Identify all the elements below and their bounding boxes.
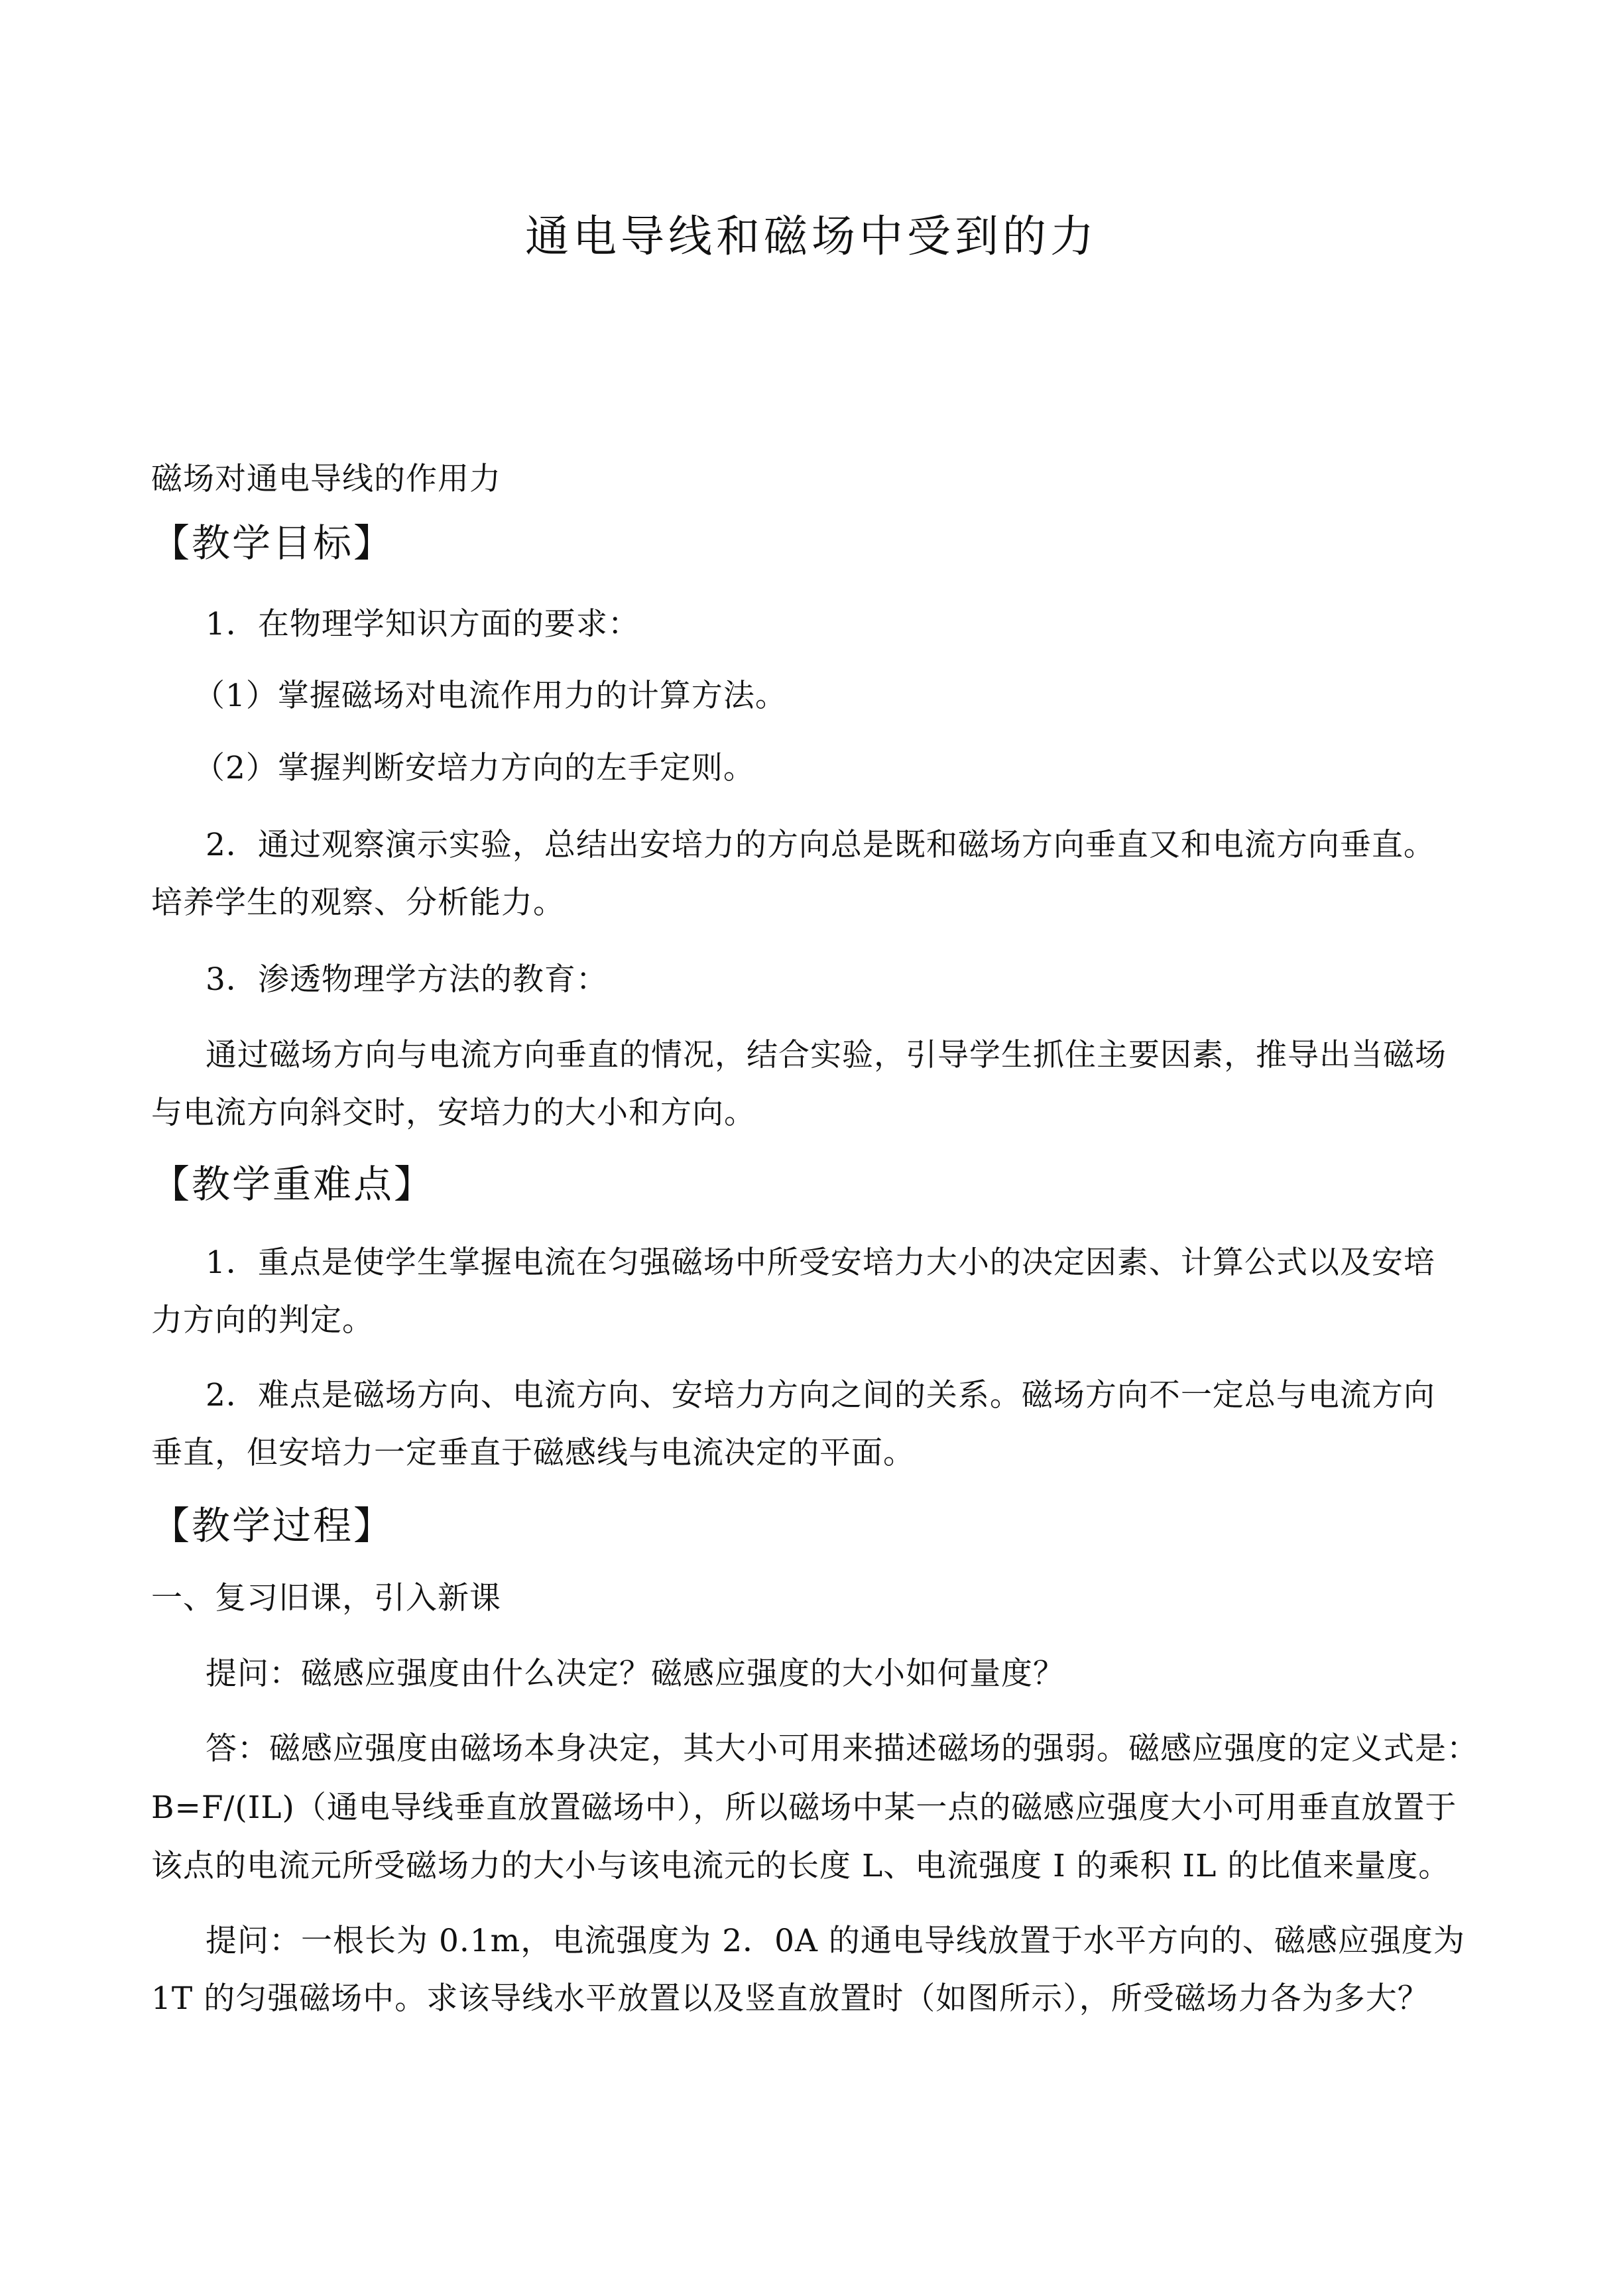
paragraph: 1T 的匀强磁场中。求该导线水平放置以及竖直放置时（如图所示），所受磁场力各为多大？ bbox=[151, 1980, 1429, 2017]
paragraph: 提问：磁感应强度由什么决定？磁感应强度的大小如何量度？ bbox=[206, 1656, 1065, 1692]
paragraph: （1）掌握磁场对电流作用力的计算方法。 bbox=[194, 678, 787, 714]
paragraph: 该点的电流元所受磁场力的大小与该电流元的长度 L、电流强度 I 的乘积 IL 的比值来量度。 bbox=[151, 1848, 1451, 1884]
paragraph: 力方向的判定。 bbox=[151, 1302, 374, 1339]
paragraph: 培养学生的观察、分析能力。 bbox=[151, 884, 565, 921]
paragraph: 2．难点是磁场方向、电流方向、安培力方向之间的关系。磁场方向不一定总与电流方向 bbox=[206, 1377, 1435, 1414]
paragraph: （2）掌握判断安培力方向的左手定则。 bbox=[194, 750, 755, 786]
paragraph: 垂直，但安培力一定垂直于磁感线与电流决定的平面。 bbox=[151, 1435, 915, 1471]
section-heading-goals: 【教学目标】 bbox=[151, 520, 394, 566]
paragraph: 1．重点是使学生掌握电流在匀强磁场中所受安培力大小的决定因素、计算公式以及安培 bbox=[206, 1244, 1435, 1281]
document-title: 通电导线和磁场中受到的力 bbox=[525, 211, 1098, 262]
paragraph: 3．渗透物理学方法的教育： bbox=[206, 961, 608, 998]
section-heading-key-points: 【教学重难点】 bbox=[151, 1162, 435, 1207]
section-heading-process: 【教学过程】 bbox=[151, 1503, 394, 1548]
paragraph: 与电流方向斜交时，安培力的大小和方向。 bbox=[151, 1095, 756, 1131]
paragraph: 通过磁场方向与电流方向垂直的情况，结合实验，引导学生抓住主要因素，推导出当磁场 bbox=[206, 1037, 1447, 1073]
paragraph: 答：磁感应强度由磁场本身决定，其大小可用来描述磁场的强弱。磁感应强度的定义式是： bbox=[206, 1730, 1478, 1767]
document-subtitle: 磁场对通电导线的作用力 bbox=[151, 461, 501, 497]
paragraph: 1．在物理学知识方面的要求： bbox=[206, 606, 640, 642]
paragraph: 一、复习旧课，引入新课 bbox=[151, 1580, 501, 1616]
paragraph: 提问：一根长为 0.1m，电流强度为 2．0A 的通电导线放置于水平方向的、磁感应强度为 bbox=[206, 1923, 1465, 1959]
paragraph: 2．通过观察演示实验，总结出安培力的方向总是既和磁场方向垂直又和电流方向垂直。 bbox=[206, 827, 1435, 863]
paragraph: B=F/(IL)（通电导线垂直放置磁场中），所以磁场中某一点的磁感应强度大小可用垂直放置于 bbox=[151, 1789, 1457, 1826]
